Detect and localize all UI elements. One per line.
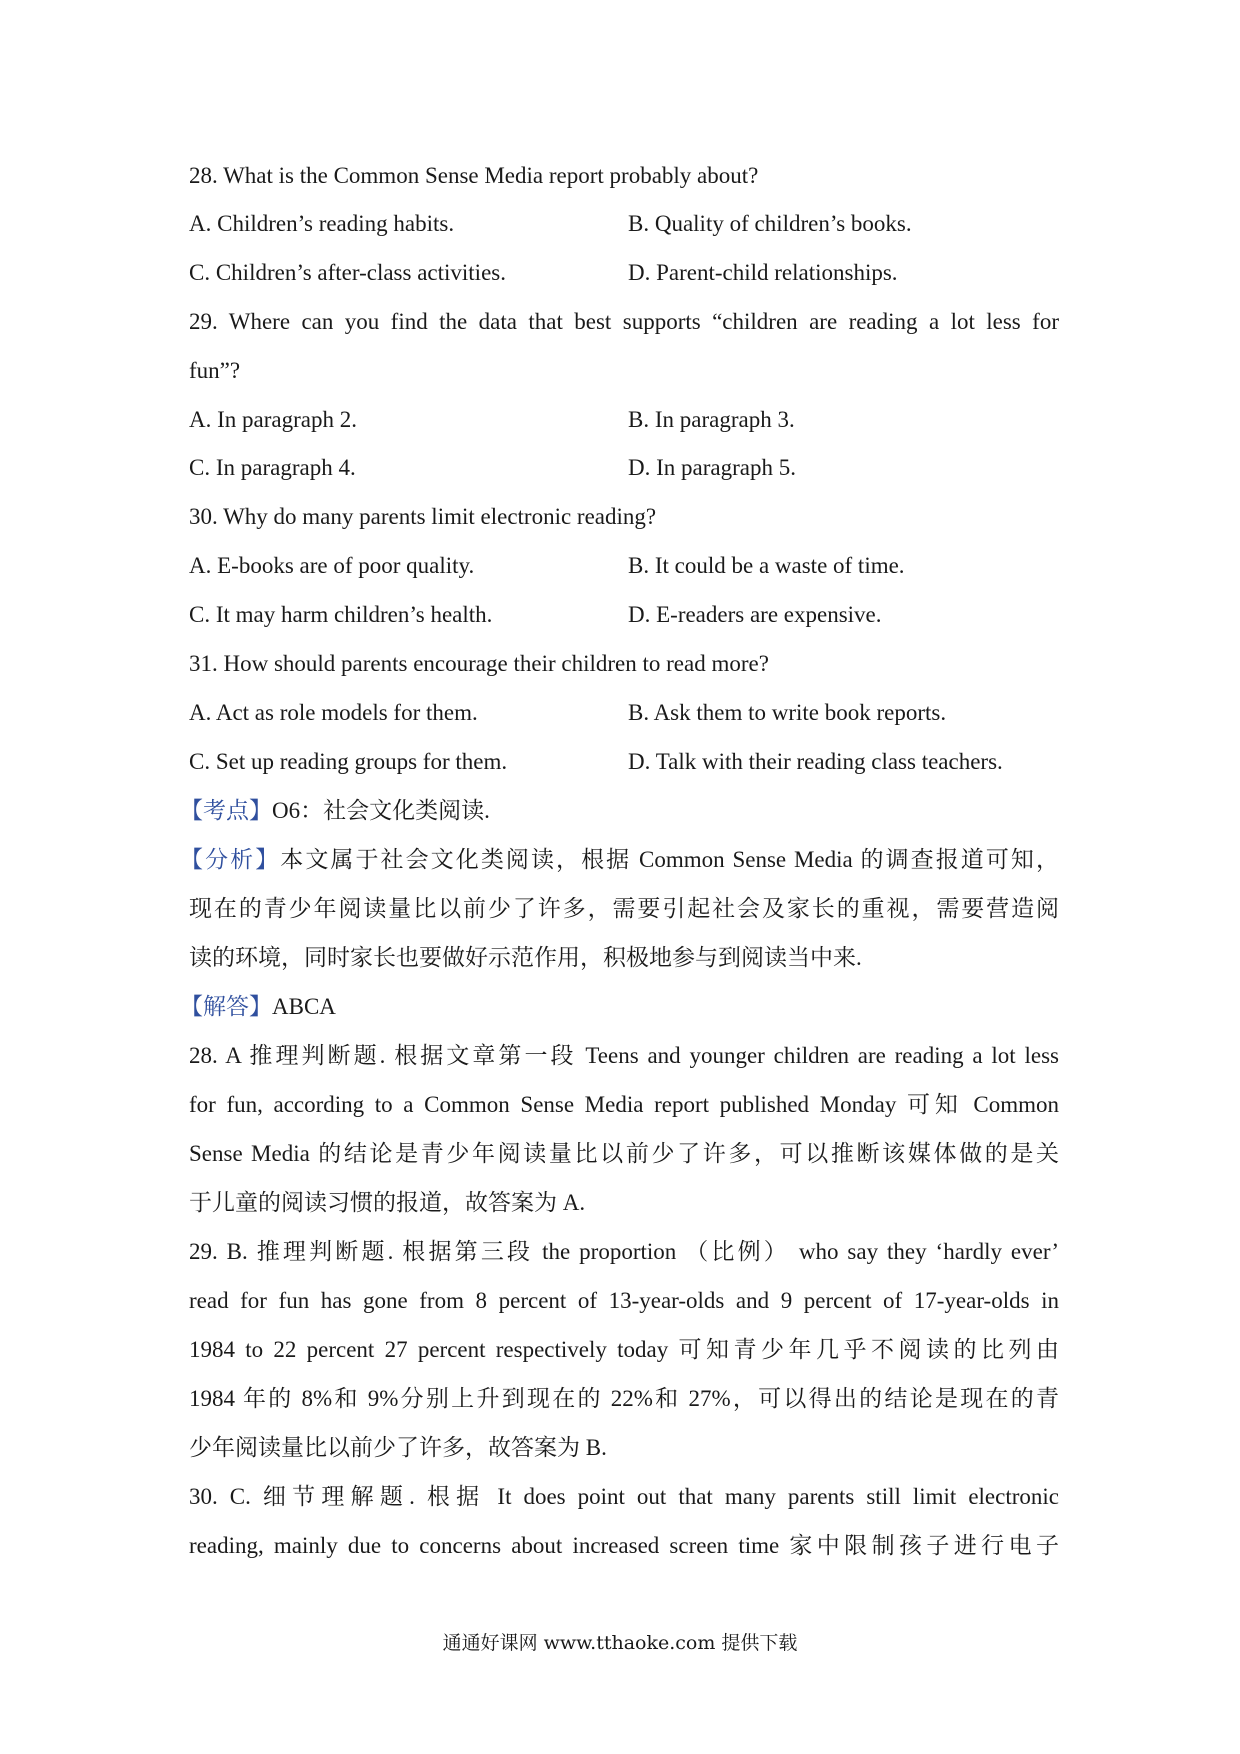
fenxi-line2: 现在的青少年阅读量比以前少了许多，需要引起社会及家长的重视，需要营造阅 (189, 896, 1059, 921)
explanation-28-line2: for fun, according to a Common Sense Media report published Monday 可知 Common (189, 1092, 1059, 1117)
kaodian-line (180, 786, 1050, 835)
question-29-stem-line1: 29. Where can you find the data that best supports “children are reading a lot less for (189, 309, 1059, 334)
question-30-option-b: B. It could be a waste of time. (628, 553, 905, 578)
explanation-29-line5: 少年阅读量比以前少了许多，故答案为 B. (189, 1435, 607, 1460)
jieda-text: ABCA (272, 994, 336, 1019)
question-28-option-c: C. Children’s after-class activities. (189, 260, 506, 285)
question-31-option-a: A. Act as role models for them. (189, 700, 478, 725)
explanation-28-line3: Sense Media 的结论是青少年阅读量比以前少了许多，可以推断该媒体做的是关 (189, 1141, 1059, 1166)
explanation-28-line4: 于儿童的阅读习惯的报道，故答案为 A. (189, 1190, 586, 1215)
explanation-30-line1: 30. C. 细节理解题. 根据 It does point out that many parents still limit electronic (189, 1484, 1059, 1509)
explanation-29-line2: read for fun has gone from 8 percent of 13-year-olds and 9 percent of 17-year-olds in (189, 1288, 1059, 1313)
question-30-option-c: C. It may harm children’s health. (189, 602, 493, 627)
jieda-line (180, 982, 1050, 1031)
question-31-option-c: C. Set up reading groups for them. (189, 749, 508, 774)
question-29-option-b: B. In paragraph 3. (628, 407, 795, 432)
explanation-29-line3: 1984 to 22 percent 27 percent respectively today 可知青少年几乎不阅读的比列由 (189, 1337, 1059, 1362)
question-30-option-d: D. E-readers are expensive. (628, 602, 882, 627)
question-30-stem: 30. Why do many parents limit electronic reading? (189, 504, 657, 529)
question-28-option-d: D. Parent-child relationships. (628, 260, 898, 285)
kaodian-tag: 【考点】 (180, 798, 272, 823)
question-28-option-a: A. Children’s reading habits. (189, 211, 455, 236)
fenxi-tag: 【分析】 (180, 847, 281, 872)
question-29-stem-line2: fun”? (189, 358, 241, 383)
question-31-option-b: B. Ask them to write book reports. (628, 700, 947, 725)
question-30-option-a: A. E-books are of poor quality. (189, 553, 475, 578)
question-29-option-c: C. In paragraph 4. (189, 455, 356, 480)
question-29-option-d: D. In paragraph 5. (628, 455, 796, 480)
question-31-option-d: D. Talk with their reading class teachers. (628, 749, 1003, 774)
question-28-stem: 28. What is the Common Sense Media report probably about? (189, 163, 759, 188)
explanation-29-line1: 29. B. 推理判断题. 根据第三段 the proportion （比例） who say they ‘hardly ever’ (189, 1239, 1059, 1264)
question-28-option-b: B. Quality of children’s books. (628, 211, 912, 236)
explanation-29-line4: 1984 年的 8%和 9%分别上升到现在的 22%和 27%，可以得出的结论是现在的青 (189, 1386, 1059, 1411)
explanation-28-line1: 28. A 推理判断题. 根据文章第一段 Teens and younger children are reading a lot less (189, 1043, 1059, 1068)
fenxi-line1 (180, 835, 1059, 884)
kaodian-text: O6：社会文化类阅读. (272, 798, 490, 823)
fenxi-text-line1: 本文属于社会文化类阅读，根据 Common Sense Media 的调查报道可知， (280, 847, 1060, 872)
page-footer: 通通好课网 www.tthaoke.com 提供下载 (442, 1632, 798, 1654)
fenxi-line3: 读的环境，同时家长也要做好示范作用，积极地参与到阅读当中来. (189, 945, 862, 970)
explanation-30-line2: reading, mainly due to concerns about increased screen time 家中限制孩子进行电子 (189, 1533, 1059, 1558)
question-31-stem: 31. How should parents encourage their children to read more? (189, 651, 769, 676)
question-29-option-a: A. In paragraph 2. (189, 407, 357, 432)
jieda-tag: 【解答】 (180, 994, 272, 1019)
